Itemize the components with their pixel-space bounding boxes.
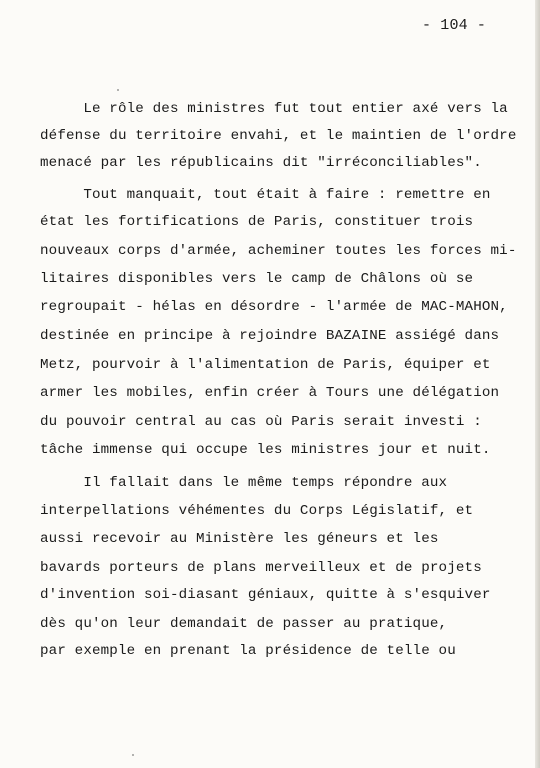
text-line: aussi recevoir au Ministère les géneurs et les (40, 531, 439, 547)
text-line: dès qu'on leur demandait de passer au pratique, (40, 616, 448, 632)
page-edge-shadow (535, 0, 540, 768)
text-line: Tout manquait, tout était à faire : remettre en (40, 187, 491, 203)
text-line: regroupait - hélas en désordre - l'armée de MAC-MAHON, (40, 299, 508, 315)
text-line: Le rôle des ministres fut tout entier axé vers la (40, 101, 508, 117)
paper-speck (132, 754, 134, 756)
text-line: du pouvoir central au cas où Paris serait investi : (40, 414, 482, 430)
page-number: - 104 - (422, 17, 487, 34)
text-line: nouveaux corps d'armée, acheminer toutes les forces mi- (40, 243, 517, 259)
paper-speck (117, 89, 119, 91)
text-line: tâche immense qui occupe les ministres jour et nuit. (40, 442, 491, 458)
text-line: destinée en principe à rejoindre BAZAINE assiégé dans (40, 328, 500, 344)
text-line: par exemple en prenant la présidence de telle ou (40, 643, 456, 659)
text-line: Il fallait dans le même temps répondre aux (40, 475, 448, 491)
text-line: litaires disponibles vers le camp de Châlons où se (40, 271, 474, 287)
text-line: Metz, pourvoir à l'alimentation de Paris, équiper et (40, 357, 491, 373)
text-line: menacé par les républicains dit "irréconciliables". (40, 155, 482, 171)
text-line: d'invention soi-diasant géniaux, quitte à s'esquiver (40, 587, 491, 603)
text-line: interpellations véhémentes du Corps Législatif, et (40, 503, 474, 519)
text-line: armer les mobiles, enfin créer à Tours une délégation (40, 385, 500, 401)
text-line: défense du territoire envahi, et le maintien de l'ordre (40, 128, 517, 144)
text-line: bavards porteurs de plans merveilleux et de projets (40, 560, 482, 576)
text-line: état les fortifications de Paris, constituer trois (40, 214, 474, 230)
